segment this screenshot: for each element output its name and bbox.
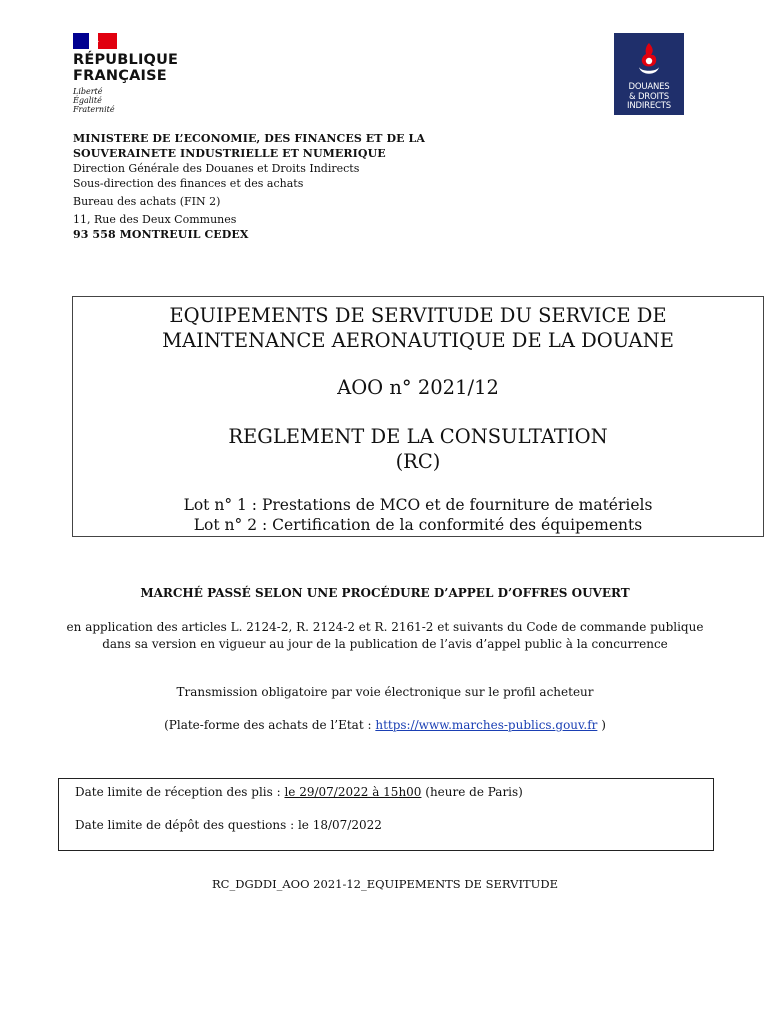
rf-motto bbox=[73, 87, 203, 114]
reception-value: le 29/07/2022 à 15h00 bbox=[284, 785, 422, 799]
lots-list bbox=[73, 495, 763, 535]
title-line1: EQUIPEMENTS DE SERVITUDE DU SERVICE DE bbox=[169, 304, 667, 327]
reception-note: (heure de Paris) bbox=[425, 785, 523, 799]
motto-fraternite: Fraternité bbox=[73, 105, 115, 114]
republique-francaise-logo bbox=[73, 33, 203, 114]
aoo-number: AOO n° 2021/12 bbox=[337, 376, 499, 399]
motto-liberte: Liberté bbox=[73, 87, 103, 96]
title-line2: MAINTENANCE AERONAUTIQUE DE LA DOUANE bbox=[162, 329, 674, 352]
procedure-transmission: Transmission obligatoire par voie électronique sur le profil acheteur bbox=[176, 685, 594, 699]
douane-flame-emblem-icon bbox=[634, 41, 664, 81]
lot-1: Lot n° 1 : Prestations de MCO et de fourniture de matériels bbox=[183, 496, 653, 514]
questions-deadline: Date limite de dépôt des questions : le 18/07/2022 bbox=[75, 818, 382, 832]
deadlines-box bbox=[58, 778, 714, 851]
douanes-line3: INDIRECTS bbox=[627, 101, 671, 111]
douanes-line1: DOUANES bbox=[628, 82, 670, 92]
document-title-box bbox=[72, 296, 764, 537]
platform-suffix: ) bbox=[601, 718, 606, 732]
rf-name-line1: RÉPUBLIQUE bbox=[73, 52, 179, 68]
ministry-line2: SOUVERAINETE INDUSTRIELLE ET NUMERIQUE bbox=[73, 147, 386, 160]
reception-label: Date limite de réception des plis : bbox=[75, 785, 281, 799]
douanes-logo bbox=[614, 33, 684, 115]
reglement-title: REGLEMENT DE LA CONSULTATION bbox=[228, 425, 608, 448]
reglement-rc: (RC) bbox=[395, 450, 441, 473]
ministry-direction: Direction Générale des Douanes et Droits Indirects bbox=[73, 162, 360, 175]
ministry-bureau: Bureau des achats (FIN 2) bbox=[73, 195, 221, 208]
procedure-heading: MARCHÉ PASSÉ SELON UNE PROCÉDURE D’APPEL D’OFFRES OUVERT bbox=[140, 586, 630, 600]
douanes-line2: & DROITS bbox=[629, 91, 669, 102]
platform-prefix: (Plate-forme des achats de l’Etat : bbox=[164, 718, 372, 732]
document-title bbox=[73, 303, 763, 353]
marianne-profile-icon bbox=[83, 34, 105, 49]
procedure-application: en application des articles L. 2124-2, R. 2124-2 et R. 2161-2 et suivants du Code de commande publique dans sa version en vigueur au jour de la publication de l’avis d’appel public à la concurrence bbox=[66, 620, 704, 651]
marianne-flag-icon bbox=[73, 33, 117, 49]
motto-egalite: Égalité bbox=[73, 96, 102, 105]
ministry-address1: 11, Rue des Deux Communes bbox=[73, 213, 237, 226]
platform-link[interactable]: https://www.marches-publics.gouv.fr bbox=[375, 718, 598, 732]
ministry-line1: MINISTERE DE L’ECONOMIE, DES FINANCES ET DE LA bbox=[73, 132, 426, 145]
ministry-sub-direction: Sous-direction des finances et des achats bbox=[73, 177, 304, 190]
rf-name-line2: FRANÇAISE bbox=[73, 68, 167, 84]
ministry-address2: 93 558 MONTREUIL CEDEX bbox=[73, 228, 249, 241]
document-reference-footer: RC_DGDDI_AOO 2021-12_EQUIPEMENTS DE SERVITUDE bbox=[212, 877, 558, 891]
reception-deadline bbox=[75, 784, 523, 800]
platform-line bbox=[60, 717, 710, 734]
ministry-header bbox=[73, 131, 593, 242]
reglement-heading bbox=[73, 424, 763, 474]
lot-2: Lot n° 2 : Certification de la conformité des équipements bbox=[193, 516, 643, 534]
